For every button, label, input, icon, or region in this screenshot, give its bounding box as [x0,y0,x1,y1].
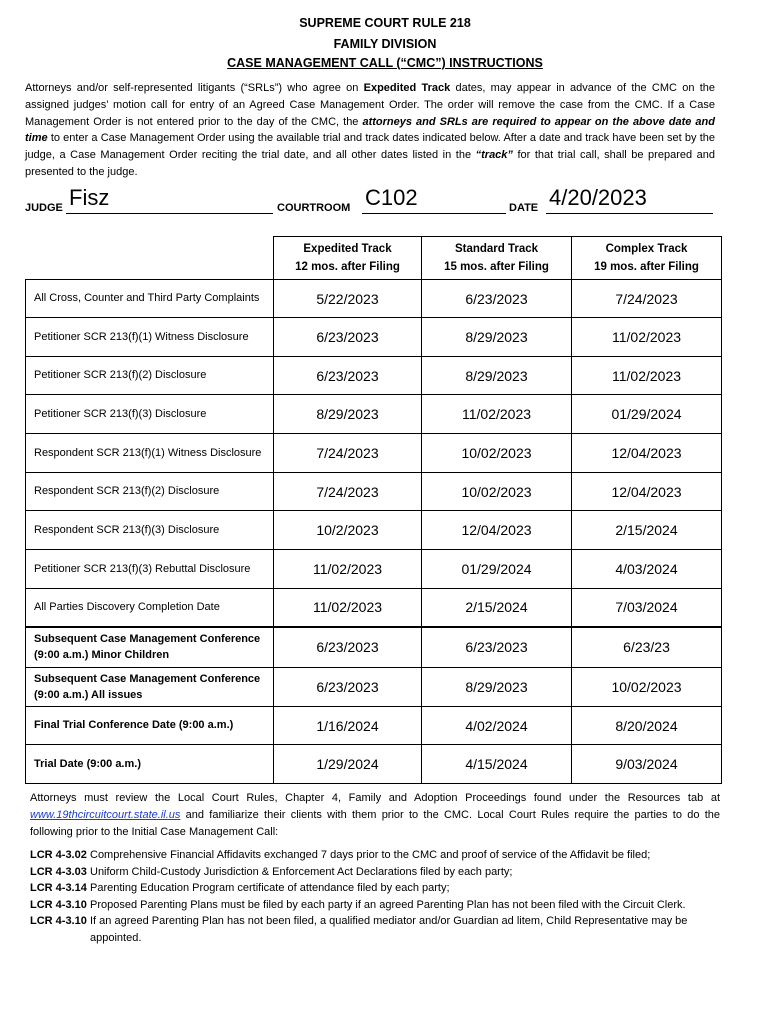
complex-date: 7/24/2023 [572,280,722,318]
rule-code: LCR 4-3.10 [30,915,87,928]
courtroom-label: COURTROOM [277,202,351,214]
standard-date: 2/15/2024 [422,589,572,627]
table-row [26,589,722,627]
list-item [30,913,720,946]
table-row [26,627,722,668]
complex-date: 12/04/2023 [572,434,722,473]
rule-text: Comprehensive Financial Affidavits exchanged 7 days prior to the CMC and proof of service of the Affidavit be filed; [90,849,651,861]
expedited-date: 7/24/2023 [274,473,422,511]
rule-text: Uniform Child-Custody Jurisdiction & Enforcement Act Declarations filed by each party; [90,865,513,878]
complex-date: 12/04/2023 [572,473,722,511]
header-blank-cell [26,237,274,280]
court-website-link[interactable]: www.19thcircuitcourt.state.il.us [30,809,181,821]
judge-courtroom-date-line [25,182,725,218]
row-label: Petitioner SCR 213(f)(3) Rebuttal Disclosure [26,550,274,589]
standard-date: 10/02/2023 [422,434,572,473]
expedited-track-header: Expedited Track 12 mos. after Filing [274,237,422,280]
table-row [26,707,722,745]
row-label: Final Trial Conference Date (9:00 a.m.) [26,707,274,745]
standard-date: 01/29/2024 [422,550,572,589]
table-row [26,668,722,707]
judge-label: JUDGE [25,202,63,214]
rule-title: SUPREME COURT RULE 218 [299,16,471,30]
list-item [30,847,720,864]
track-emphasis: “track” [475,149,513,162]
division-title: FAMILY DIVISION [333,37,437,51]
complex-date: 11/02/2023 [572,357,722,395]
list-item [30,880,720,897]
standard-date: 6/23/2023 [422,627,572,668]
table-row [26,434,722,473]
table-row [26,473,722,511]
local-court-rules-list [30,847,720,947]
expedited-track-emphasis: Expedited Track [363,82,451,94]
rule-text: If an agreed Parenting Plan has not been filed, a qualified mediator and/or Guardian ad litem, Child Representative may be appointed. [90,915,688,944]
row-label: Respondent SCR 213(f)(2) Disclosure [26,473,274,511]
intro-paragraph: Attorneys and/or self-represented litigants (“SRLs”) who agree on Expedited Track dates, may appear in advance of the CMC on the assigned judges’ motion call for entry of an Agreed Case Management Order. The order will remove the case from the CMC. If a Case Management Order is not entered prior to the day of the CMC, the attorneys and SRLs are required to appear on the above date and time to enter a Case Management Order using the available trial and track dates indicated below. After a date and track have been set by the judge, a Case Management Order reciting the trial date, and all other dates listed in the “track” for that trial call, shall be prepared and presented to the judge. [25,82,715,178]
complex-date: 6/23/23 [572,627,722,668]
row-label: Petitioner SCR 213(f)(3) Disclosure [26,395,274,434]
row-label: Petitioner SCR 213(f)(1) Witness Disclosure [26,318,274,357]
case-schedule-table [25,236,722,784]
required-appearance-emphasis: attorneys and SRLs are required to appear on the above date and time [25,115,715,145]
date-value: 4/20/2023 [549,185,647,210]
standard-date: 4/02/2024 [422,707,572,745]
judge-value: Fisz [69,185,110,210]
expedited-date: 6/23/2023 [274,668,422,707]
complex-track-header: Complex Track 19 mos. after Filing [572,237,722,280]
instructions-title: CASE MANAGEMENT CALL (“CMC”) INSTRUCTIONS [227,56,543,70]
expedited-date: 11/02/2023 [274,589,422,627]
date-label: DATE [509,202,539,214]
standard-date: 10/02/2023 [422,473,572,511]
complex-date: 8/20/2024 [572,707,722,745]
row-label: Respondent SCR 213(f)(1) Witness Disclosure [26,434,274,473]
standard-date: 12/04/2023 [422,511,572,550]
expedited-date: 1/29/2024 [274,745,422,784]
expedited-date: 10/2/2023 [274,511,422,550]
row-label: Respondent SCR 213(f)(3) Disclosure [26,511,274,550]
table-header-row [26,237,722,280]
rule-code: LCR 4-3.03 [30,865,87,878]
standard-date: 8/29/2023 [422,357,572,395]
row-label: Petitioner SCR 213(f)(2) Disclosure [26,357,274,395]
expedited-date: 6/23/2023 [274,357,422,395]
local-rules-paragraph: Attorneys must review the Local Court Rules, Chapter 4, Family and Adoption Proceedings found under the Resources tab at www.19thcircuitcourt.state.il.us and familiarize their clients with them prior to the CMC. Local Court Rules require the parties to do the following prior to the Initial Case Management Call: [30,792,720,838]
standard-track-header: Standard Track 15 mos. after Filing [422,237,572,280]
rule-code: LCR 4-3.02 [30,849,87,861]
rule-code: LCR 4-3.14 [30,882,87,895]
rule-text: Parenting Education Program certificate of attendance filed by each party; [90,882,450,895]
complex-date: 4/03/2024 [572,550,722,589]
expedited-date: 6/23/2023 [274,318,422,357]
complex-date: 11/02/2023 [572,318,722,357]
list-item [30,864,720,881]
row-label: Subsequent Case Management Conference (9:00 a.m.) Minor Children [26,627,274,668]
table-row [26,357,722,395]
row-label: All Cross, Counter and Third Party Complaints [26,280,274,318]
rule-code: LCR 4-3.10 [30,898,87,911]
complex-date: 10/02/2023 [572,668,722,707]
expedited-date: 5/22/2023 [274,280,422,318]
table-row [26,511,722,550]
expedited-date: 11/02/2023 [274,550,422,589]
expedited-date: 8/29/2023 [274,395,422,434]
complex-date: 7/03/2024 [572,589,722,627]
expedited-date: 1/16/2024 [274,707,422,745]
courtroom-value: C102 [365,185,418,210]
row-label: All Parties Discovery Completion Date [26,589,274,627]
row-label: Trial Date (9:00 a.m.) [26,745,274,784]
complex-date: 01/29/2024 [572,395,722,434]
standard-date: 8/29/2023 [422,668,572,707]
table-row [26,280,722,318]
standard-date: 11/02/2023 [422,395,572,434]
table-row [26,550,722,589]
rule-text: Proposed Parenting Plans must be filed by each party if an agreed Parenting Plan has not been filed with the Circuit Clerk. [90,898,686,911]
standard-date: 8/29/2023 [422,318,572,357]
row-label: Subsequent Case Management Conference (9:00 a.m.) All issues [26,668,274,707]
standard-date: 4/15/2024 [422,745,572,784]
complex-date: 2/15/2024 [572,511,722,550]
complex-date: 9/03/2024 [572,745,722,784]
expedited-date: 7/24/2023 [274,434,422,473]
list-item [30,897,720,914]
standard-date: 6/23/2023 [422,280,572,318]
table-row [26,395,722,434]
expedited-date: 6/23/2023 [274,627,422,668]
table-row [26,318,722,357]
table-row [26,745,722,784]
